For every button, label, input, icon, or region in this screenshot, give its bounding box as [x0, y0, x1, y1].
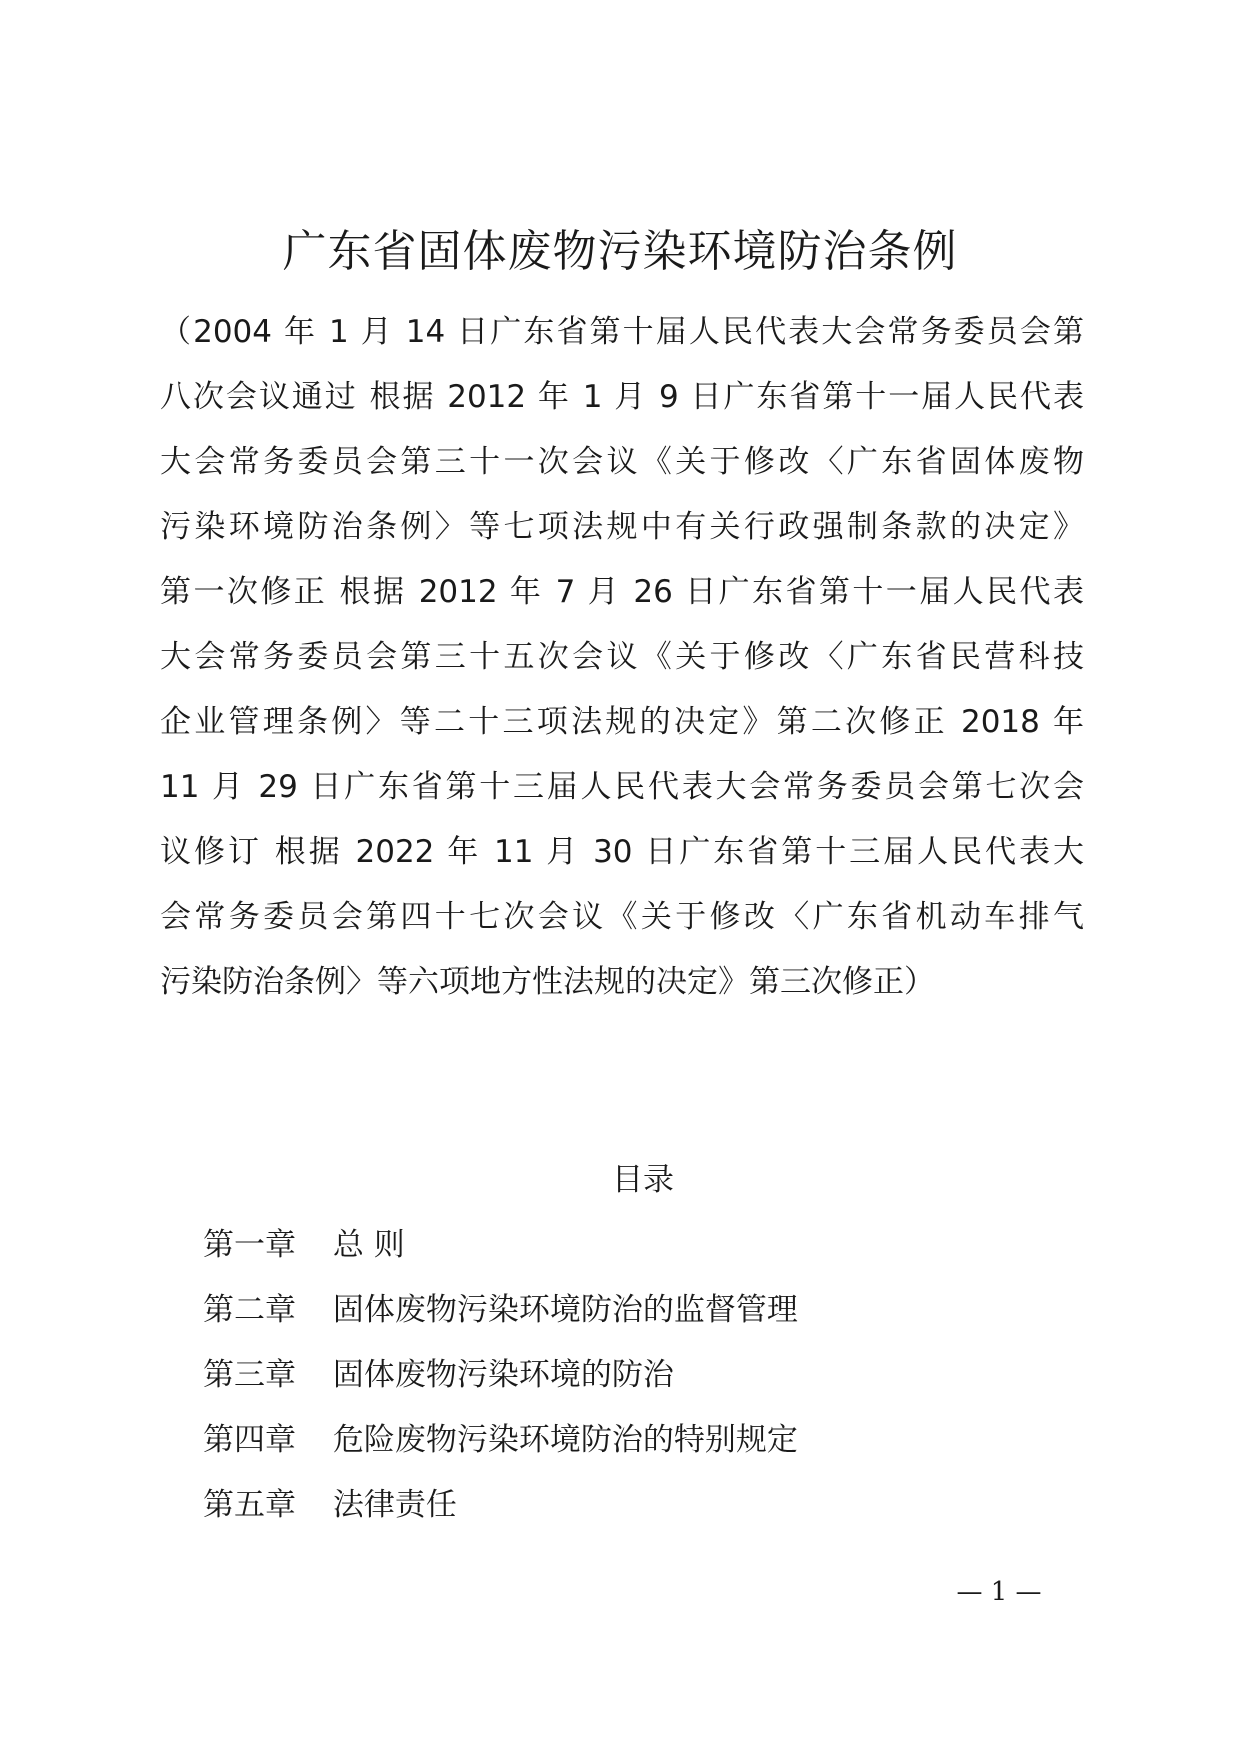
- toc-chapter-name: 危险废物污染环境防治的特别规定: [332, 1422, 798, 1458]
- toc-item: [203, 1414, 798, 1466]
- history-line: 企业管理条例〉等二十三项法规的决定》第二次修正 2018 年: [160, 704, 1084, 740]
- toc-chapter-name: 固体废物污染环境的防治: [332, 1357, 674, 1393]
- history-line: 11 月 29 日广东省第十三届人民代表大会常务委员会第七次会: [160, 769, 1084, 805]
- toc-chapter-name: 总 则: [332, 1227, 405, 1263]
- toc-item: [203, 1349, 674, 1401]
- history-line: 大会常务委员会第三十五次会议《关于修改〈广东省民营科技: [160, 639, 1084, 675]
- history-line: 八次会议通过 根据 2012 年 1 月 9 日广东省第十一届人民代表: [160, 379, 1084, 415]
- history-line: 污染环境防治条例〉等七项法规中有关行政强制条款的决定》: [160, 509, 1084, 545]
- toc-chapter-number: 第四章: [203, 1422, 296, 1458]
- toc-chapter-number: 第二章: [203, 1292, 296, 1328]
- toc-chapter-number: 第三章: [203, 1357, 296, 1393]
- toc-item: [203, 1219, 405, 1271]
- toc-heading: 目录: [612, 1162, 674, 1198]
- history-line: （2004 年 1 月 14 日广东省第十届人民代表大会常务委员会第: [160, 314, 1084, 350]
- page-number: — 1 —: [956, 1577, 1042, 1607]
- toc-item: [203, 1284, 798, 1336]
- history-line: 第一次修正 根据 2012 年 7 月 26 日广东省第十一届人民代表: [160, 574, 1084, 610]
- history-line: 会常务委员会第四十七次会议《关于修改〈广东省机动车排气: [160, 899, 1084, 935]
- history-line: 污染防治条例〉等六项地方性法规的决定》第三次修正）: [160, 964, 935, 1000]
- toc-chapter-number: 第一章: [203, 1227, 296, 1263]
- history-line: 议修订 根据 2022 年 11 月 30 日广东省第十三届人民代表大: [160, 834, 1084, 870]
- document-title: 广东省固体废物污染环境防治条例: [282, 226, 958, 277]
- toc-chapter-name: 固体废物污染环境防治的监督管理: [332, 1292, 798, 1328]
- toc-item: [203, 1479, 457, 1531]
- toc-chapter-name: 法律责任: [332, 1487, 457, 1523]
- toc-chapter-number: 第五章: [203, 1487, 296, 1523]
- history-line: 大会常务委员会第三十一次会议《关于修改〈广东省固体废物: [160, 444, 1084, 480]
